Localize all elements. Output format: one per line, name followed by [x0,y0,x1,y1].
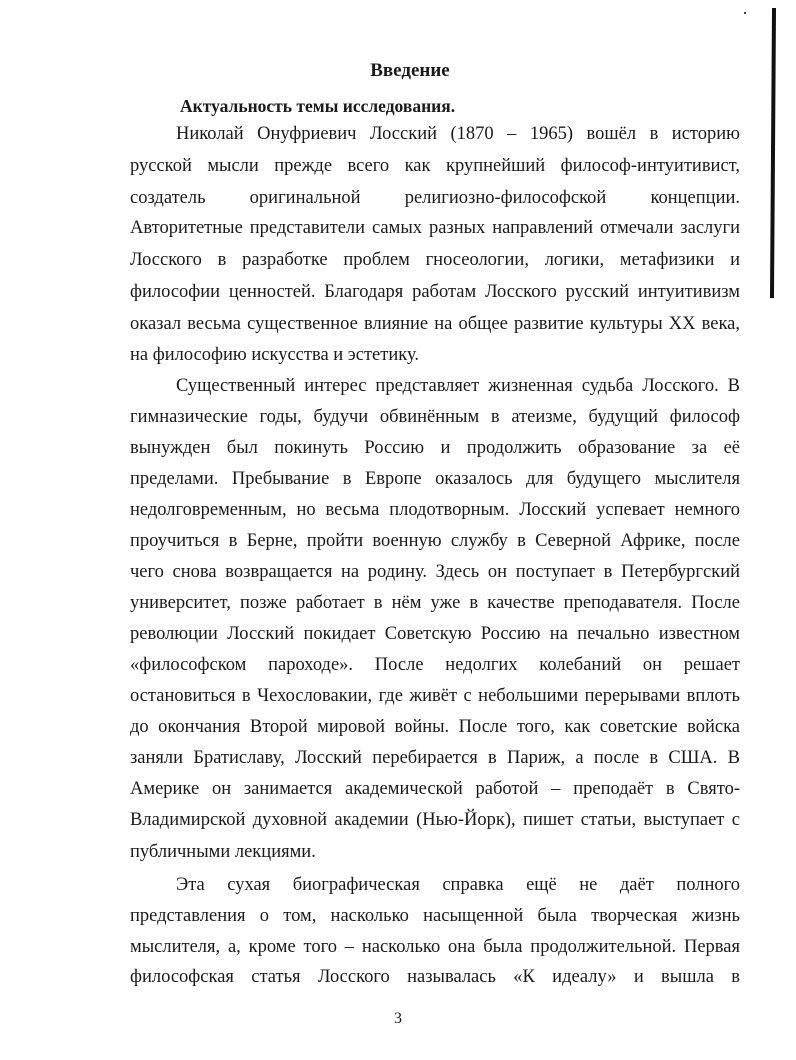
page-number: 3 [394,1010,402,1027]
text-line: Эта сухая биографическая справка ещё не даёт полного [176,875,740,895]
scan-edge-mark [770,8,776,298]
text-line: на философию искусства и эстетику. [130,345,419,365]
text-line: создатель оригинальной религиозно-философской концепции. [130,188,740,208]
text-line: Существенный интерес представляет жизненная судьба Лосского. В [176,376,740,396]
text-line: недолговременным, но весьма плодотворным. Лосский успевает немного [130,500,740,520]
text-line: философии ценностей. Благодаря работам Лосского русский интуитивизм [130,282,740,302]
text-line: представления о том, насколько насыщенной была творческая жизнь [130,906,740,926]
text-line: Николай Онуфриевич Лосский (1870 – 1965) вошёл в историю [176,124,740,144]
text-line: заняли Братиславу, Лосский перебирается в Париж, а после в США. В [130,748,740,768]
text-line: вынужден был покинуть Россию и продолжить образование за её [130,438,740,458]
text-line: Владимирской духовной академии (Нью-Йорк), пишет статьи, выступает с [130,810,740,830]
text-line: Лосского в разработке проблем гносеологии, логики, метафизики и [130,250,740,270]
text-line: мыслителя, а, кроме того – насколько она была продолжительной. Первая [130,937,740,957]
text-line: публичными лекциями. [130,842,316,862]
text-line: чего снова возвращается на родину. Здесь он поступает в Петербургский [130,562,740,582]
text-line: Америке он занимается академической работой – преподаёт в Свято- [130,779,740,799]
scan-dot [744,12,746,14]
page-title: Введение [370,60,450,81]
text-line: гимназические годы, будучи обвинённым в атеизме, будущий философ [130,407,740,427]
text-line: «философском пароходе». После недолгих колебаний он решает [130,655,740,675]
text-line: революции Лосский покидает Советскую Россию на печально известном [130,624,740,644]
text-line: проучиться в Берне, пройти военную службу в Северной Африке, после [130,531,740,551]
text-line: Авторитетные представители самых разных направлений отмечали заслуги [130,218,740,238]
text-line: университет, позже работает в нём уже в качестве преподавателя. После [130,593,740,613]
text-line: до окончания Второй мировой войны. После того, как советские войска [130,717,740,737]
text-line: пределами. Пребывание в Европе оказалось для будущего мыслителя [130,469,740,489]
text-line: русской мысли прежде всего как крупнейший философ-интуитивист, [130,156,740,176]
section-subtitle: Актуальность темы исследования. [180,96,456,116]
text-line: философская статья Лосского называлась «К идеалу» и вышла в [130,967,740,987]
text-line: оказал весьма существенное влияние на общее развитие культуры XX века, [130,314,740,334]
text-line: остановиться в Чехословакии, где живёт с небольшими перерывами вплоть [130,686,740,706]
